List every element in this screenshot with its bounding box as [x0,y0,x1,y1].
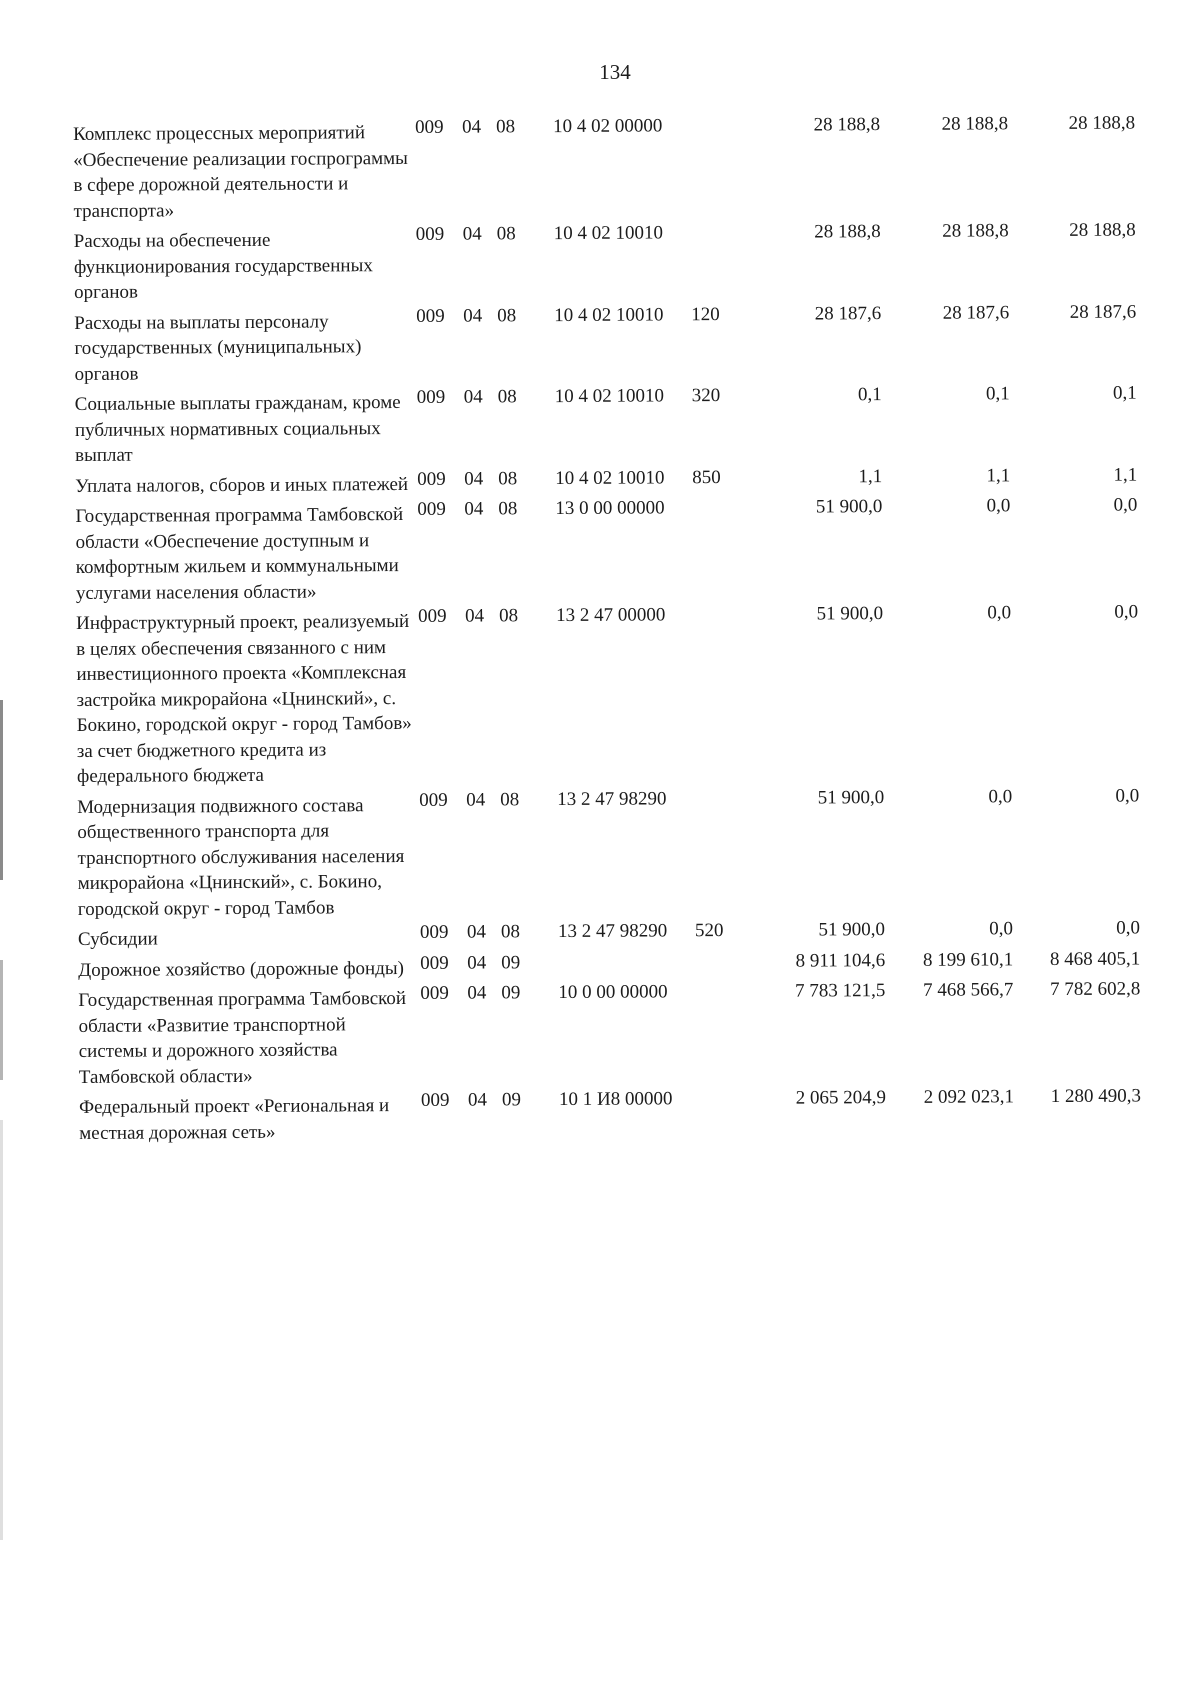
row-name: Дорожное хозяйство (дорожные фонды) [78,957,404,981]
table-row [75,380,1165,468]
scan-edge-mark [0,1120,3,1540]
row-name: Государственная программа Тамбовской области «Обеспечение доступным и комфортным жильем и коммунальными услугами населения области» [75,503,404,604]
row-amount-year1: 51 900,0 [818,919,886,941]
row-rz-code: 04 [462,116,482,138]
row-amount-year2: 0,1 [985,383,1010,405]
row-name: Федеральный проект «Региональная и местная дорожная сеть» [78,1095,390,1144]
row-csr-code: 10 4 02 00000 [553,115,663,138]
table-row [75,492,1166,606]
row-name: Расходы на обеспечение функционирования государственных органов [73,229,373,303]
row-rz-code: 04 [467,1089,488,1111]
row-amount-year3: 28 187,6 [1069,301,1137,323]
row-csr-code: 10 1 И8 00000 [558,1088,673,1111]
row-name: Модернизация подвижного состава общественного транспорта для транспортного обслуживания населения микрорайона «Цнинский», с. Бокино, городской округ - город Тамбов [77,794,405,920]
row-rz-code: 04 [463,386,483,408]
row-amount-year2: 0,0 [986,495,1011,517]
table-row [77,783,1168,922]
row-gp-code: 009 [420,1089,450,1111]
row-gp-code: 009 [416,386,446,408]
row-amount-year3: 7 782 602,8 [1050,978,1141,1001]
row-name: Уплата налогов, сборов и иных платежей [75,473,409,497]
row-gp-code: 009 [419,789,448,811]
row-pr-code: 09 [501,1089,522,1111]
table-row [74,299,1164,387]
row-amount-year1: 51 900,0 [817,786,885,808]
row-amount-year2: 7 468 566,7 [923,979,1014,1001]
row-csr-code: 10 4 02 10010 [554,303,664,326]
row-amount-year3: 28 188,8 [1069,219,1136,241]
scan-edge-mark [0,700,3,880]
row-csr-code: 10 4 02 10010 [555,466,665,489]
row-amount-year3: 0,0 [1115,785,1140,807]
row-name: Расходы на выплаты персоналу государственных (муниципальных) органов [74,310,362,385]
row-amount-year2: 8 199 610,1 [922,948,1014,971]
row-amount-year1: 51 900,0 [816,603,884,625]
row-gp-code: 009 [419,921,449,943]
row-rz-code: 04 [463,305,483,327]
row-pr-code: 08 [498,498,518,520]
row-amount-year3: 0,1 [1112,382,1137,404]
row-pr-code: 08 [498,605,519,627]
row-pr-code: 08 [498,467,518,489]
row-gp-code: 009 [417,605,447,627]
row-amount-year2: 0,0 [989,918,1014,940]
row-name: Государственная программа Тамбовской области «Развитие транспортной системы и дорожного хозяйства Тамбовской области» [78,987,407,1088]
row-csr-code: 13 2 47 00000 [555,604,666,627]
table-row [76,599,1167,789]
row-rz-code: 04 [467,982,487,1004]
row-rz-code: 04 [466,921,487,943]
row-name: Комплекс процессных мероприятий «Обеспечение реализации госпрограммы в сфере дорожной деятельности и транспорта» [73,122,408,222]
row-pr-code: 08 [500,921,521,943]
row-amount-year3: 0,0 [1113,494,1138,516]
table-row [74,217,1164,305]
row-rz-code: 04 [464,468,484,490]
row-amount-year1: 8 911 104,6 [795,949,886,972]
row-name: Субсидии [77,928,158,950]
budget-table [73,110,1169,1146]
row-rz-code: 04 [464,498,484,520]
row-amount-year2: 28 187,6 [942,301,1010,324]
row-pr-code: 08 [497,304,517,326]
row-amount-year2: 0,0 [987,602,1012,624]
row-amount-year1: 28 188,8 [814,221,881,243]
row-amount-year2: 0,0 [988,785,1013,807]
row-csr-code: 13 0 00 00000 [555,497,665,520]
row-pr-code: 08 [496,116,516,138]
row-gp-code: 009 [415,223,445,245]
row-amount-year3: 1,1 [1113,464,1138,486]
row-amount-year1: 7 783 121,5 [795,980,886,1002]
row-csr-code: 10 0 00 00000 [558,981,668,1004]
row-vr-code: 850 [692,466,721,488]
row-vr-code: 120 [691,303,720,325]
row-rz-code: 04 [464,605,485,627]
scan-edge-mark [0,960,3,1080]
row-amount-year3: 8 468 405,1 [1049,947,1141,970]
table-row [78,976,1169,1090]
page-number: 134 [599,60,631,84]
row-gp-code: 009 [420,952,449,974]
row-amount-year1: 2 065 204,9 [795,1087,887,1109]
row-amount-year1: 28 188,8 [813,114,881,136]
row-amount-year1: 0,1 [857,384,882,406]
row-name: Социальные выплаты гражданам, кроме публичных нормативных социальных выплат [74,392,401,466]
row-amount-year2: 28 188,8 [941,113,1009,135]
row-amount-year2: 1,1 [986,464,1011,486]
row-pr-code: 09 [501,982,521,1004]
table-row [73,110,1164,224]
row-amount-year1: 28 187,6 [814,302,882,324]
row-csr-code: 10 4 02 10010 [553,222,664,245]
row-pr-code: 08 [500,788,520,810]
row-amount-year3: 0,0 [1116,917,1141,939]
row-gp-code: 009 [416,305,445,327]
row-amount-year2: 2 092 023,1 [923,1086,1015,1108]
row-pr-code: 08 [496,223,516,245]
row-rz-code: 04 [462,223,482,245]
row-amount-year1: 51 900,0 [815,496,883,518]
row-gp-code: 009 [417,468,446,490]
row-pr-code: 09 [501,951,521,973]
row-csr-code: 13 2 47 98290 [557,787,667,810]
table-row [79,1083,1169,1146]
row-name: Инфраструктурный проект, реализуемый в целях обеспечения связанного с ним инвестиционного проекта «Комплексная застройка микрорайона «Цнинский», с. Бокино, городской округ - город Тамбов» за счет бюджетного кредита из федерального бюджета [76,610,412,787]
row-rz-code: 04 [466,788,486,811]
row-amount-year1: 1,1 [858,465,883,487]
row-vr-code: 320 [691,385,721,407]
row-gp-code: 009 [415,116,444,138]
row-vr-code: 520 [694,920,724,942]
row-gp-code: 009 [420,982,449,1004]
row-pr-code: 08 [497,386,517,408]
row-amount-year3: 28 188,8 [1068,112,1136,134]
row-csr-code: 10 4 02 10010 [554,385,665,408]
row-amount-year2: 28 188,8 [942,220,1009,242]
row-gp-code: 009 [417,498,446,520]
row-rz-code: 04 [467,951,487,974]
row-amount-year3: 0,0 [1114,601,1139,623]
row-amount-year3: 1 280 490,3 [1050,1085,1142,1108]
row-csr-code: 13 2 47 98290 [557,920,668,943]
